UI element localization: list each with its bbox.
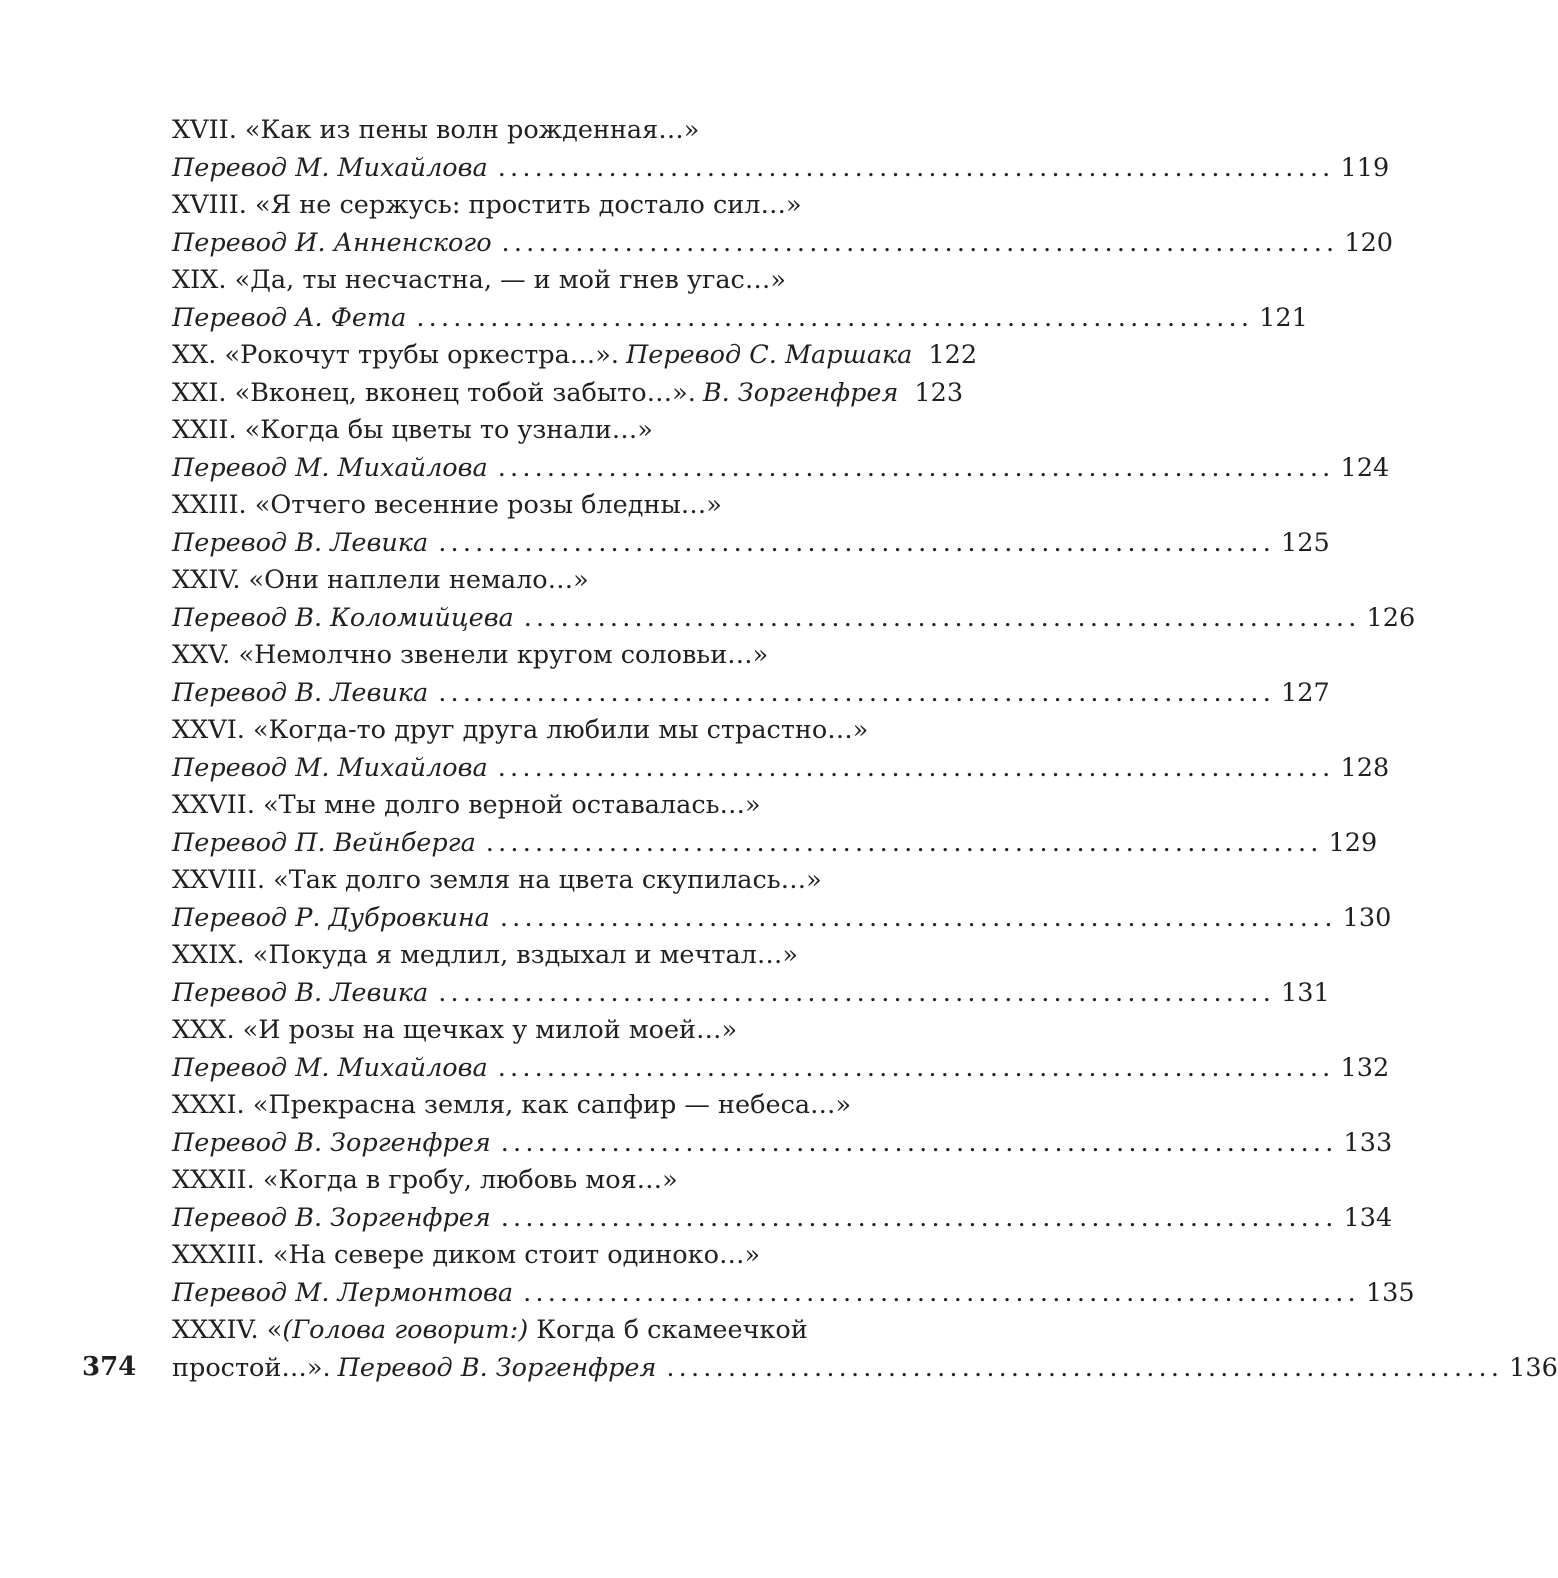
toc-entry-translator: Перевод П. Вейнберга <box>172 827 476 858</box>
toc-entry-translator: Перевод М. Михайлова <box>172 452 488 483</box>
toc-entry-translator: Перевод В. Левика <box>172 527 429 558</box>
toc-entry-page: 131 <box>1281 977 1330 1008</box>
toc-entry-title: XXXIII. «На севере диком стоит одиноко…» <box>172 1240 761 1270</box>
toc-entry-page: 130 <box>1342 902 1392 933</box>
toc-entry-title: XXXI. «Прекрасна земля, как сапфир — небеса…» <box>172 1090 852 1120</box>
dot-leader: .................................................................... <box>497 1052 1335 1083</box>
toc-entry-page: 128 <box>1340 752 1390 783</box>
toc-entry-translator: Перевод В. Коломийцева <box>172 602 514 633</box>
toc-entry-translator: Перевод М. Лермонтова <box>172 1277 514 1308</box>
toc-entry-leader-line <box>172 825 1378 863</box>
toc-entry-title: XXV. «Немолчно звенели кругом соловьи…» <box>172 640 769 670</box>
toc-entry-leader-line <box>172 900 1392 938</box>
dot-leader: .................................................................... <box>497 152 1335 183</box>
toc-entry-title <box>172 1312 960 1350</box>
dot-leader: .................................................................... <box>497 752 1335 783</box>
toc-entry-translator: Перевод С. Маршака <box>626 340 913 370</box>
toc-entry-page: 121 <box>1259 302 1308 333</box>
toc-entry-translator: Перевод М. Михайлова <box>172 1052 488 1083</box>
dot-leader: .................................................................... <box>485 827 1323 858</box>
toc-entry-title: XVII. «Как из пены волн рожденная…» <box>172 115 700 145</box>
toc-entry-title-italic: (Голова говорит:) <box>282 1315 529 1345</box>
toc-entry-title: XXVIII. «Так долго земля на цвета скупилась…» <box>172 865 822 895</box>
toc-entry-title-part: Когда б скамеечкой <box>528 1315 808 1345</box>
dot-leader: .................................................................... <box>500 1127 1338 1158</box>
toc-entry-page: 136 <box>1509 1352 1558 1383</box>
toc-entry-leader-line <box>172 675 1330 713</box>
toc-entry-leader-line <box>172 150 1390 188</box>
toc-entry-page: 129 <box>1328 827 1378 858</box>
toc-entry-page: 124 <box>1340 452 1390 483</box>
toc-entry-page: 119 <box>1340 152 1390 183</box>
toc-entry-page: 122 <box>928 340 978 370</box>
toc-entry-leader-line <box>172 1050 1390 1088</box>
toc-entry-page: 120 <box>1344 227 1394 258</box>
page-number: 374 <box>82 1352 137 1382</box>
toc-entry-page: 133 <box>1343 1127 1393 1158</box>
toc-entry-page: 134 <box>1343 1202 1393 1233</box>
toc-entry-translator: Перевод В. Зоргенфрея <box>172 1202 491 1233</box>
toc-entry-leader-line <box>172 300 1308 338</box>
toc-entry-title: XXX. «И розы на щечках у милой моей…» <box>172 1015 738 1045</box>
toc-entry-title: XXIII. «Отчего весенние розы бледны…» <box>172 490 722 520</box>
toc-entry-title: XIX. «Да, ты несчастна, — и мой гнев угас…» <box>172 265 786 295</box>
toc-entry-translator: Перевод М. Михайлова <box>172 752 488 783</box>
toc-entry-title: XXVI. «Когда-то друг друга любили мы страстно…» <box>172 715 869 745</box>
dot-leader: .................................................................... <box>523 1277 1360 1308</box>
toc-entry-leader-line <box>172 450 1390 488</box>
toc-entry-page: 125 <box>1281 527 1330 558</box>
toc-entry-leader-line <box>172 1200 1393 1238</box>
toc-entry-leader-line <box>172 337 978 375</box>
toc-entry-page: 123 <box>914 377 964 408</box>
toc-entry-translator: Перевод В. Левика <box>172 677 429 708</box>
toc-entry-title: XX. «Рокочут трубы оркестра…». <box>172 340 620 370</box>
toc-entry-translator: Перевод М. Михайлова <box>172 152 488 183</box>
toc-entry-translator: Перевод Р. Дубровкина <box>172 902 490 933</box>
toc-entry-page: 135 <box>1365 1277 1415 1308</box>
toc-entry-leader-line <box>172 1275 1415 1313</box>
dot-leader: .................................................................... <box>500 1202 1338 1233</box>
dot-leader: .................................................................... <box>666 1352 1504 1383</box>
toc-entry-translator: Перевод В. Зоргенфрея <box>172 1127 491 1158</box>
toc-entry-leader-line <box>172 525 1330 563</box>
toc-entry-leader-line <box>172 975 1330 1013</box>
toc-entry-translator: Перевод В. Левика <box>172 977 429 1008</box>
dot-leader: .................................................................... <box>497 452 1335 483</box>
toc-entry-translator: Перевод В. Зоргенфрея <box>337 1352 657 1383</box>
dot-leader: .................................................................... <box>416 302 1254 333</box>
dot-leader: .................................................................... <box>523 602 1361 633</box>
toc-entry-title: XXI. «Вконец, вконец тобой забыто…». <box>172 377 696 408</box>
toc-entry-title: XXVII. «Ты мне долго верной оставалась…» <box>172 790 761 820</box>
toc-entry-title: XXII. «Когда бы цветы то узнали…» <box>172 415 653 445</box>
toc-entry-title: XXIX. «Покуда я медлил, вздыхал и мечтал…» <box>172 940 798 970</box>
dot-leader: .................................................................... <box>438 527 1276 558</box>
toc-entry-leader-line <box>172 225 1394 263</box>
toc-entry-page: 127 <box>1281 677 1330 708</box>
dot-leader: .................................................................... <box>499 902 1337 933</box>
toc-entry-page: 132 <box>1340 1052 1390 1083</box>
toc-entry-title: XXIV. «Они наплели немало…» <box>172 565 589 595</box>
toc-entry-title-continuation: простой…». <box>172 1352 331 1383</box>
toc-entry-translator: В. Зоргенфрея <box>702 377 899 408</box>
toc-entry-translator: Перевод А. Фета <box>172 302 407 333</box>
toc-entry-leader-line <box>172 600 1416 638</box>
dot-leader: .................................................................... <box>438 977 1276 1008</box>
toc-entry-leader-line <box>172 750 1390 788</box>
toc-entry-page: 126 <box>1366 602 1416 633</box>
toc-entry-leader-line <box>172 1350 1558 1388</box>
dot-leader: .................................................................... <box>438 677 1276 708</box>
dot-leader: .................................................................... <box>501 227 1339 258</box>
toc-entry-translator: Перевод И. Анненского <box>172 227 492 258</box>
table-of-contents <box>172 112 1558 1387</box>
toc-entry-leader-line <box>172 375 964 413</box>
toc-entry-title: XVIII. «Я не сержусь: простить достало сил…» <box>172 190 802 220</box>
toc-entry-leader-line <box>172 1125 1393 1163</box>
toc-entry-title: XXXII. «Когда в гробу, любовь моя…» <box>172 1165 678 1195</box>
toc-entry-title-part: XXXIV. « <box>172 1315 283 1345</box>
